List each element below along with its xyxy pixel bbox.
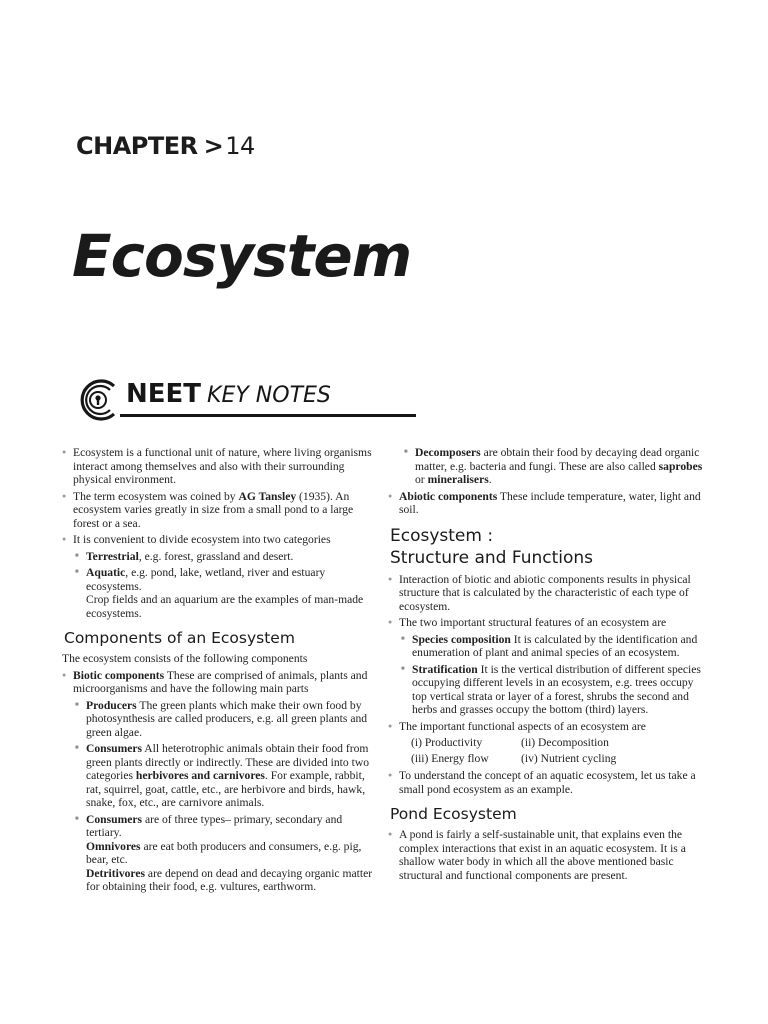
list-item: ● A pond is fairly a self-sustainable unit, that explains even the complex interactions that exist in an aquatic ecosystem. It is a shallow water body in which all the above mentioned basic structural and functional components are present. bbox=[388, 828, 706, 882]
components-intro: The ecosystem consists of the following components bbox=[62, 652, 308, 665]
chapter-number: 14 bbox=[225, 132, 255, 160]
neet-key-notes-text bbox=[126, 379, 331, 409]
list-item: ■ Aquatic, e.g. pond, lake, wetland, river and estuary ecosystems. Crop fields and an aquarium are the examples of man-made ecosystems. bbox=[73, 566, 378, 620]
left-column bbox=[62, 446, 378, 897]
list-item: ● To understand the concept of an aquatic ecosystem, let us take a small pond ecosystem as an example. bbox=[388, 769, 706, 796]
functional-aspect: (i) Productivity bbox=[411, 736, 483, 749]
functional-aspect: (iv) Nutrient cycling bbox=[521, 751, 617, 765]
functional-aspect: (iii) Energy flow bbox=[411, 751, 489, 765]
list-item: ■ Consumers All heterotrophic animals obtain their food from green plants directly or indirectly. These are divided into two categories herbivores and carnivores. For example, rabbit, rat, squirrel, goat, cattle, etc., are herbivore and birds, hawk, snake, fox, etc., are carnivore animals. bbox=[73, 742, 378, 810]
list-item: ■ Species composition It is calculated by the identification and enumeration of plant and animal species of an ecosystem. bbox=[399, 633, 706, 660]
neet-word: NEET bbox=[126, 379, 202, 409]
list-item: ● Ecosystem is a functional unit of nature, where living organisms interact among themselves and also with their surrounding physical environment. bbox=[62, 446, 378, 487]
page-title: Ecosystem bbox=[72, 222, 412, 290]
chevron-right-icon: > bbox=[203, 132, 224, 160]
list-item: ■ Stratification It is the vertical distribution of different species occupying different levels in an ecosystem, e.g. trees occupy top vertical strata or layer of a forest, shrubs the second and herbs and grasses occupy the bottom (third) layers. bbox=[399, 663, 706, 717]
list-item: ● The important functional aspects of an ecosystem are (i) Productivity (ii) Decomposition (iii) Energy flow (iv) Nutrient cycling bbox=[388, 720, 706, 766]
logo-underline bbox=[120, 414, 416, 417]
functional-aspects-grid bbox=[411, 736, 706, 765]
list-item: ● Interaction of biotic and abiotic components results in physical structure that is calculated by the characteristic of each type of ecosystem. bbox=[388, 573, 706, 614]
keyhole-icon bbox=[76, 376, 124, 424]
functional-aspect: (ii) Decomposition bbox=[521, 736, 609, 749]
list-item: ● Biotic components These are comprised of animals, plants and microorganisms and have the following main parts ■ Producers The green plants which make their own food by photosynthesis are called producers, e.g. all green plants and green algae. ■ Consumers All heterotrophic animals obtain their food from green plants directly or indirectly. These are divided into two categories herbivores and carnivores. For example, rabbit, rat, squirrel, goat, cattle, etc., are herbivore and birds, hawk, snake, fox, etc., are carnivore animals. ■ Consumers are of three types– primary, secondary and tertiary. Omnivores are eat both producers and consumers, e.g. pig, bear, etc. Detritivores are depend on dead and decaying organic matter for obtaining their food, e.g. vultures, earthworm. bbox=[62, 669, 378, 894]
list-item: ■ Consumers are of three types– primary, secondary and tertiary. Omnivores are eat both producers and consumers, e.g. pig, bear, etc. Detritivores are depend on dead and decaying organic matter for obtaining their food, e.g. vultures, earthworm. bbox=[73, 813, 378, 894]
chapter-word: CHAPTER bbox=[76, 132, 198, 160]
components-heading: Components of an Ecosystem bbox=[64, 629, 295, 647]
list-item: ■ Terrestrial, e.g. forest, grassland and desert. bbox=[73, 550, 378, 564]
list-item: ● Abiotic components These include temperature, water, light and soil. bbox=[388, 490, 706, 517]
right-column bbox=[388, 446, 706, 885]
list-item: ● The two important structural features of an ecosystem are ■ Species composition It is calculated by the identification and enumeration of plant and animal species of an ecosystem. ■ Stratification It is the vertical distribution of different species occupying different levels in an ecosystem, e.g. trees occupy top vertical strata or layer of a forest, shrubs the second and herbs and grasses occupy the bottom (third) layers. bbox=[388, 616, 706, 717]
key-notes-word: KEY NOTES bbox=[207, 383, 331, 408]
list-item: ■ Producers The green plants which make their own food by photosynthesis are called producers, e.g. all green plants and green algae. bbox=[73, 699, 378, 740]
list-item: ● The term ecosystem was coined by AG Tansley (1935). An ecosystem varies greatly in size from a small pond to a large forest or a sea. bbox=[62, 490, 378, 531]
chapter-label bbox=[76, 132, 255, 160]
structure-heading: Ecosystem : Structure and Functions bbox=[390, 525, 594, 568]
list-item: ■ Decomposers are obtain their food by decaying dead organic matter, e.g. bacteria and fungi. These are also called saprobes or mineralisers. bbox=[402, 446, 706, 487]
pond-heading: Pond Ecosystem bbox=[390, 805, 517, 823]
list-item: ● It is convenient to divide ecosystem into two categories ■ Terrestrial, e.g. forest, grassland and desert. ■ Aquatic, e.g. pond, lake, wetland, river and estuary ecosystems. Crop fields and an aquarium are the examples of man-made ecosystems. bbox=[62, 533, 378, 620]
neet-key-notes-logo bbox=[76, 376, 346, 424]
